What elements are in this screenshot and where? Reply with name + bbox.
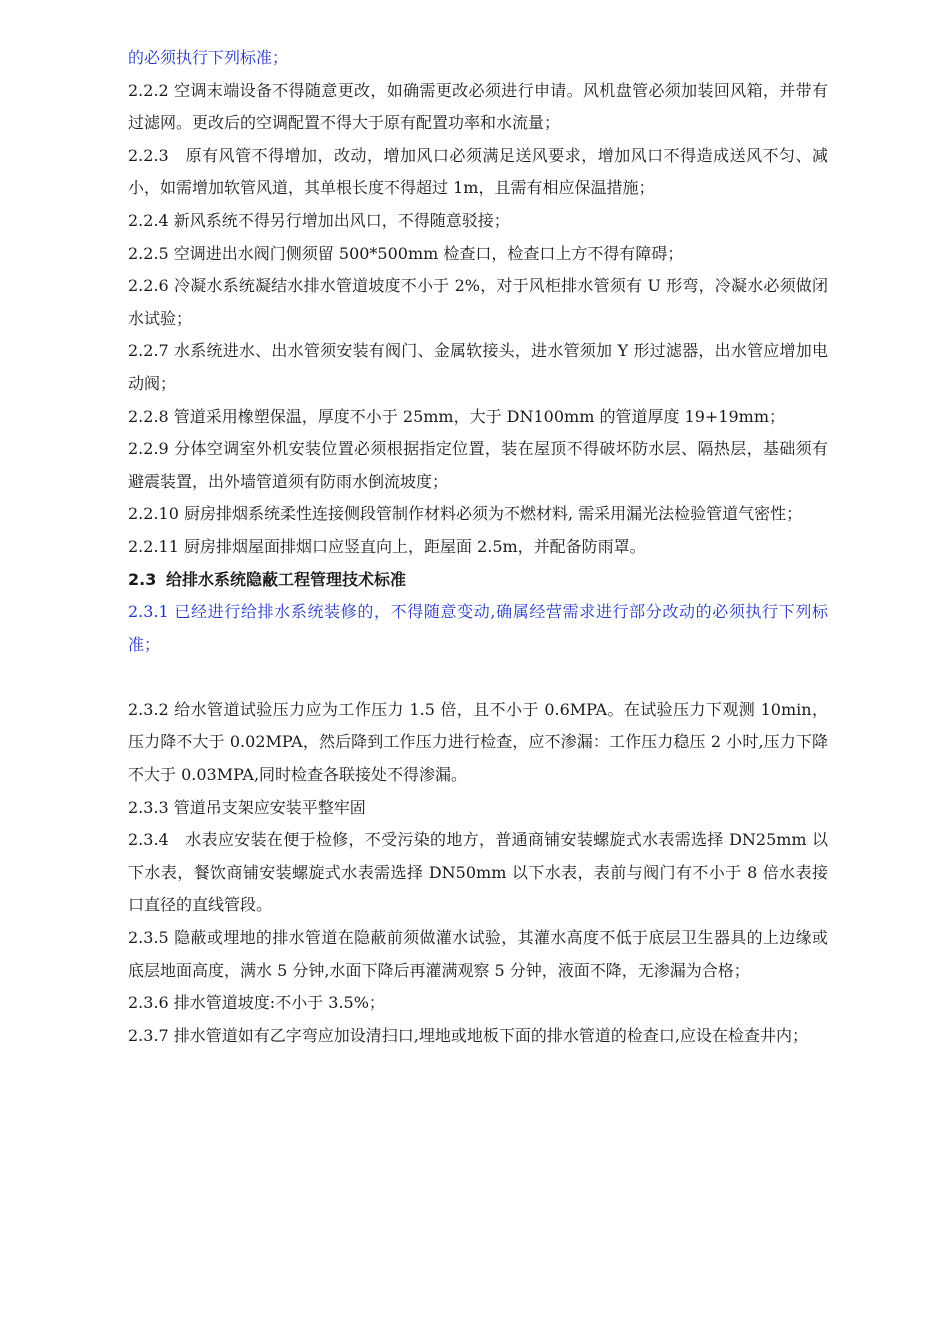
section-title: 给排水系统隐蔽工程管理技术标准 [166, 569, 407, 589]
clause-2-2-7: 2.2.7 水系统进水、出水管须安装有阀门、金属软接头，进水管须加 Y 形过滤器，出水管应增加电动阀； [128, 341, 828, 393]
clause-2-2-5: 2.2.5 空调进出水阀门侧须留 500*500mm 检查口，检查口上方不得有障碍； [128, 243, 684, 263]
document-body [128, 42, 828, 1052]
clause-2-3-6: 2.3.6 排水管道坡度:不小于 3.5%； [128, 993, 385, 1013]
clause-2-3-3: 2.3.3 管道吊支架应安装平整牢固 [128, 797, 366, 817]
intro-fragment: 的必须执行下列标准； [128, 48, 289, 67]
clause-2-3-1: 2.3.1 已经进行给排水系统装修的，不得随意变动,确属经营需求进行部分改动的必须执行下列标准； [128, 602, 828, 654]
section-number: 2.3 [128, 569, 157, 589]
clause-2-2-11: 2.2.11 厨房排烟屋面排烟口应竖直向上，距屋面 2.5m，并配备防雨罩。 [128, 536, 646, 556]
clause-2-2-3: 2.2.3 原有风管不得增加，改动，增加风口必须满足送风要求，增加风口不得造成送风不匀、减小，如需增加软管风道，其单根长度不得超过 1m，且需有相应保温措施； [128, 145, 828, 198]
clause-2-2-9: 2.2.9 分体空调室外机安装位置必须根据指定位置，装在屋顶不得破坏防水层、隔热层，基础须有避震装置，出外墙管道须有防雨水倒流坡度； [128, 439, 828, 491]
clause-2-2-10: 2.2.10 厨房排烟系统柔性连接侧段管制作材料必须为不燃材料, 需采用漏光法检验管道气密性； [128, 504, 803, 524]
clause-2-3-2: 2.3.2 给水管道试验压力应为工作压力 1.5 倍，且不小于 0.6MPA。在试验压力下观测 10min，压力降不大于 0.02MPA，然后降到工作压力进行检查，应不渗漏：工作压力稳压 2 小时,压力下降不大于 0.03MPA,同时检查各联接处不得渗漏。 [128, 699, 828, 785]
blank-line [128, 661, 828, 694]
clause-2-2-2: 2.2.2 空调末端设备不得随意更改，如确需更改必须进行申请。风机盘管必须加装回风箱，并带有过滤网。更改后的空调配置不得大于原有配置功率和水流量； [128, 80, 828, 133]
clause-2-3-4: 2.3.4 水表应安装在便于检修，不受污染的地方，普通商铺安装螺旋式水表需选择 DN25mm 以下水表，餐饮商铺安装螺旋式水表需选择 DN50mm 以下水表，表前与阀门有不小于 8 倍水表接口直径的直线管段。 [128, 830, 828, 915]
clause-2-3-7: 2.3.7 排水管道如有乙字弯应加设清扫口,埋地或地板下面的排水管道的检查口,应设在检查井内； [128, 1025, 808, 1045]
clause-2-2-4: 2.2.4 新风系统不得另行增加出风口，不得随意驳接； [128, 210, 510, 230]
clause-2-2-6: 2.2.6 冷凝水系统凝结水排水管道坡度不小于 2%，对于风柜排水管须有 U 形弯，冷凝水必须做闭水试验； [128, 276, 828, 328]
clause-2-2-8: 2.2.8 管道采用橡塑保温，厚度不小于 25mm，大于 DN100mm 的管道厚度 19+19mm； [128, 406, 786, 426]
section-heading-2-3 [128, 564, 828, 597]
clause-2-3-5: 2.3.5 隐蔽或埋地的排水管道在隐蔽前须做灌水试验，其灌水高度不低于底层卫生器具的上边缘或底层地面高度，满水 5 分钟,水面下降后再灌满观察 5 分钟，液面不降，无渗漏为合格； [128, 928, 828, 980]
